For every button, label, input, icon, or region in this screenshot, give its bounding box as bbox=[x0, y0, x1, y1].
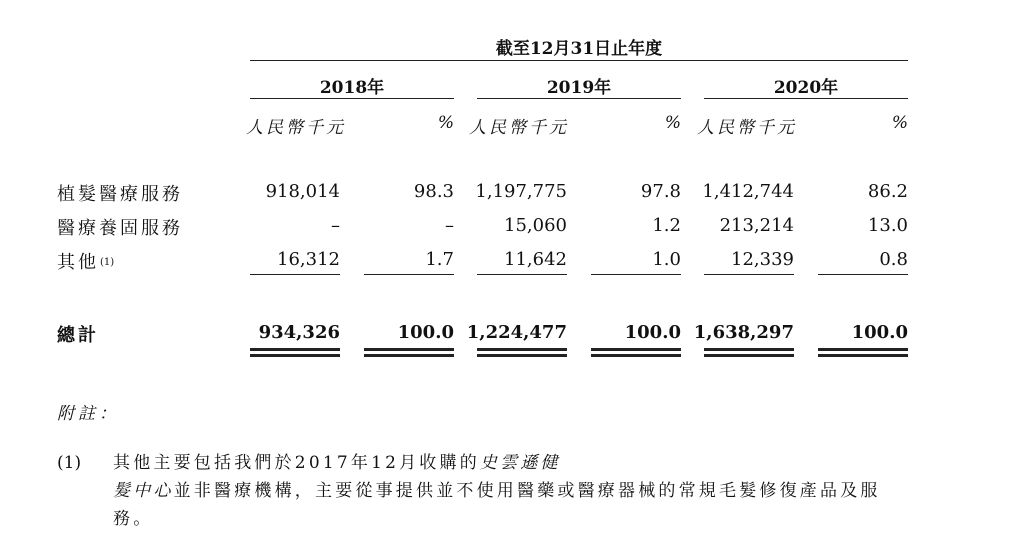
table-cell: 86.2 bbox=[867, 181, 908, 202]
total-underline bbox=[250, 348, 340, 351]
table-cell: 918,014 bbox=[265, 181, 340, 202]
header-rule bbox=[250, 60, 908, 61]
subtotal-rule bbox=[591, 274, 681, 275]
row-label-hair-transplant: 植髮醫療服務 bbox=[57, 184, 183, 205]
unit-pct-2018: % bbox=[437, 113, 454, 133]
year-2018-header: 2018年 bbox=[319, 78, 385, 98]
table-cell: – bbox=[331, 215, 340, 236]
row-label-others-text: 其他 bbox=[57, 252, 99, 273]
year-2019-rule bbox=[477, 98, 681, 99]
table-cell: 1,412,744 bbox=[702, 181, 794, 202]
total-cell: 100.0 bbox=[851, 322, 908, 343]
total-cell: 100.0 bbox=[397, 322, 454, 343]
year-2020-rule bbox=[704, 98, 908, 99]
total-underline bbox=[250, 354, 340, 357]
subtotal-rule bbox=[364, 274, 454, 275]
table-cell: 1,197,775 bbox=[475, 181, 567, 202]
table-cell: 98.3 bbox=[413, 181, 454, 202]
subtotal-rule bbox=[704, 274, 794, 275]
table-cell: 13.0 bbox=[867, 215, 908, 236]
total-underline bbox=[477, 354, 567, 357]
note-text-italic: 史雲遜健 bbox=[479, 453, 561, 473]
note-text bbox=[113, 449, 913, 533]
total-cell: 1,224,477 bbox=[466, 322, 567, 343]
total-underline bbox=[704, 348, 794, 351]
period-header: 截至12月31日止年度 bbox=[495, 39, 663, 59]
total-underline bbox=[477, 348, 567, 351]
footnote-ref: (1) bbox=[100, 257, 115, 268]
table-cell: 97.8 bbox=[640, 181, 681, 202]
table-cell: 15,060 bbox=[504, 215, 567, 236]
table-cell: 1.7 bbox=[425, 249, 454, 270]
row-label-medical-care: 醫療養固服務 bbox=[57, 218, 183, 239]
year-2020-header: 2020年 bbox=[773, 78, 839, 98]
note-text-italic: 髮中心 bbox=[113, 481, 174, 501]
total-cell: 1,638,297 bbox=[693, 322, 794, 343]
unit-pct-2020: % bbox=[891, 113, 908, 133]
unit-pct-2019: % bbox=[664, 113, 681, 133]
unit-rmb-2019: 人民幣千元 bbox=[469, 118, 569, 138]
total-underline bbox=[591, 348, 681, 351]
note-text-part: 並非醫療機構，主要從事提供並不使用醫藥或醫療器械的常規毛髮修復產品及服務。 bbox=[113, 481, 881, 529]
table-cell: – bbox=[445, 215, 454, 236]
year-2018-rule bbox=[250, 98, 454, 99]
note-number: (1) bbox=[57, 453, 82, 473]
total-cell: 934,326 bbox=[258, 322, 340, 343]
note-text-part: 其他主要包括我們於2017年12月收購的 bbox=[113, 453, 480, 473]
unit-rmb-2020: 人民幣千元 bbox=[697, 118, 797, 138]
year-2019-header: 2019年 bbox=[546, 78, 612, 98]
total-label: 總計 bbox=[57, 325, 99, 346]
total-underline bbox=[704, 354, 794, 357]
unit-rmb-2018: 人民幣千元 bbox=[246, 118, 346, 138]
total-underline bbox=[591, 354, 681, 357]
total-cell: 100.0 bbox=[624, 322, 681, 343]
subtotal-rule bbox=[818, 274, 908, 275]
total-underline bbox=[818, 348, 908, 351]
total-underline bbox=[364, 354, 454, 357]
total-underline bbox=[364, 348, 454, 351]
subtotal-rule bbox=[250, 274, 340, 275]
table-cell: 1.2 bbox=[652, 215, 681, 236]
row-label-others bbox=[57, 248, 114, 274]
notes-title: 附註： bbox=[57, 404, 120, 424]
table-cell: 1.0 bbox=[652, 249, 681, 270]
table-cell: 11,642 bbox=[504, 249, 567, 270]
total-underline bbox=[818, 354, 908, 357]
table-cell: 0.8 bbox=[879, 249, 908, 270]
table-cell: 16,312 bbox=[277, 249, 340, 270]
subtotal-rule bbox=[477, 274, 567, 275]
table-cell: 213,214 bbox=[719, 215, 794, 236]
table-cell: 12,339 bbox=[731, 249, 794, 270]
